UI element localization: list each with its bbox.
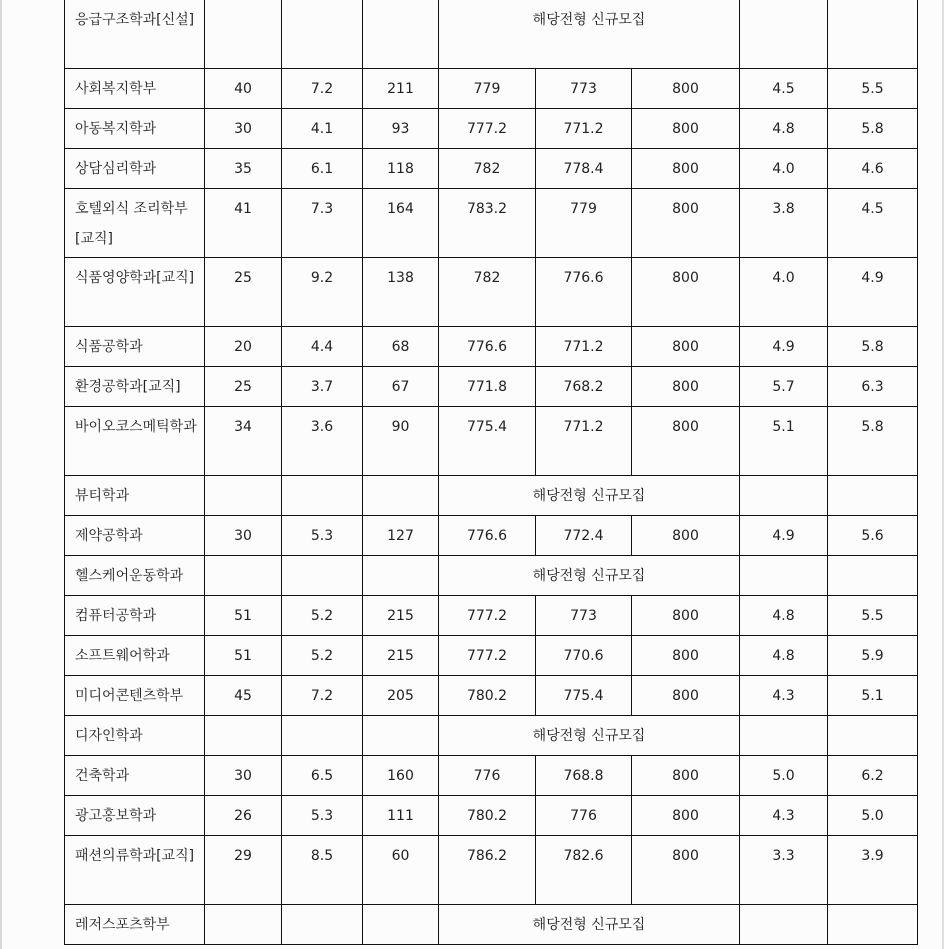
admission-results-table bbox=[64, 0, 918, 945]
new-recruitment-notice: 해당전형 신규모집 bbox=[439, 905, 740, 945]
value-cell: 800 bbox=[632, 367, 740, 407]
value-cell: 211 bbox=[363, 69, 439, 109]
department-name: 소프트웨어학과 bbox=[65, 636, 205, 676]
value-cell: 60 bbox=[363, 836, 439, 905]
table-row bbox=[65, 716, 918, 756]
empty-cell bbox=[740, 0, 828, 69]
value-cell: 800 bbox=[632, 676, 740, 716]
value-cell: 7.2 bbox=[282, 676, 363, 716]
value-cell: 779 bbox=[536, 189, 632, 258]
value-cell: 800 bbox=[632, 516, 740, 556]
empty-cell bbox=[828, 476, 918, 516]
value-cell: 51 bbox=[205, 636, 282, 676]
value-cell: 29 bbox=[205, 836, 282, 905]
table-row bbox=[65, 407, 918, 476]
new-recruitment-notice: 해당전형 신규모집 bbox=[439, 476, 740, 516]
empty-cell bbox=[282, 476, 363, 516]
value-cell: 25 bbox=[205, 367, 282, 407]
value-cell: 771.2 bbox=[536, 109, 632, 149]
value-cell: 205 bbox=[363, 676, 439, 716]
empty-cell bbox=[205, 556, 282, 596]
value-cell: 768.2 bbox=[536, 367, 632, 407]
department-name: 헬스케어운동학과 bbox=[65, 556, 205, 596]
empty-cell bbox=[363, 556, 439, 596]
value-cell: 775.4 bbox=[439, 407, 536, 476]
table-row bbox=[65, 796, 918, 836]
value-cell: 5.8 bbox=[828, 407, 918, 476]
value-cell: 4.9 bbox=[828, 258, 918, 327]
value-cell: 4.6 bbox=[828, 149, 918, 189]
value-cell: 5.2 bbox=[282, 596, 363, 636]
value-cell: 68 bbox=[363, 327, 439, 367]
department-name: 컴퓨터공학과 bbox=[65, 596, 205, 636]
value-cell: 772.4 bbox=[536, 516, 632, 556]
value-cell: 4.4 bbox=[282, 327, 363, 367]
department-name: 호텔외식 조리학부[교직] bbox=[65, 189, 205, 258]
value-cell: 3.3 bbox=[740, 836, 828, 905]
value-cell: 41 bbox=[205, 189, 282, 258]
value-cell: 4.8 bbox=[740, 636, 828, 676]
value-cell: 5.8 bbox=[828, 327, 918, 367]
value-cell: 4.8 bbox=[740, 109, 828, 149]
value-cell: 26 bbox=[205, 796, 282, 836]
empty-cell bbox=[282, 556, 363, 596]
value-cell: 6.1 bbox=[282, 149, 363, 189]
table-row bbox=[65, 327, 918, 367]
value-cell: 160 bbox=[363, 756, 439, 796]
value-cell: 776 bbox=[439, 756, 536, 796]
value-cell: 800 bbox=[632, 327, 740, 367]
value-cell: 111 bbox=[363, 796, 439, 836]
table-row bbox=[65, 636, 918, 676]
empty-cell bbox=[740, 716, 828, 756]
value-cell: 35 bbox=[205, 149, 282, 189]
value-cell: 4.3 bbox=[740, 796, 828, 836]
value-cell: 9.2 bbox=[282, 258, 363, 327]
value-cell: 215 bbox=[363, 596, 439, 636]
department-name: 사회복지학부 bbox=[65, 69, 205, 109]
table-row bbox=[65, 258, 918, 327]
department-name: 바이오코스메틱학과 bbox=[65, 407, 205, 476]
department-name: 레저스포츠학부 bbox=[65, 905, 205, 945]
value-cell: 4.5 bbox=[740, 69, 828, 109]
new-recruitment-notice: 해당전형 신규모집 bbox=[439, 556, 740, 596]
value-cell: 777.2 bbox=[439, 109, 536, 149]
value-cell: 5.5 bbox=[828, 596, 918, 636]
department-name: 상담심리학과 bbox=[65, 149, 205, 189]
table-row bbox=[65, 756, 918, 796]
value-cell: 118 bbox=[363, 149, 439, 189]
empty-cell bbox=[363, 0, 439, 69]
value-cell: 800 bbox=[632, 189, 740, 258]
value-cell: 138 bbox=[363, 258, 439, 327]
table-row bbox=[65, 556, 918, 596]
table-row bbox=[65, 109, 918, 149]
empty-cell bbox=[282, 716, 363, 756]
value-cell: 3.7 bbox=[282, 367, 363, 407]
value-cell: 800 bbox=[632, 756, 740, 796]
value-cell: 773 bbox=[536, 69, 632, 109]
department-name: 식품영양학과[교직] bbox=[65, 258, 205, 327]
empty-cell bbox=[363, 905, 439, 945]
value-cell: 7.2 bbox=[282, 69, 363, 109]
value-cell: 771.8 bbox=[439, 367, 536, 407]
value-cell: 6.5 bbox=[282, 756, 363, 796]
value-cell: 800 bbox=[632, 258, 740, 327]
new-recruitment-notice: 해당전형 신규모집 bbox=[439, 0, 740, 69]
value-cell: 776.6 bbox=[439, 327, 536, 367]
value-cell: 51 bbox=[205, 596, 282, 636]
value-cell: 778.4 bbox=[536, 149, 632, 189]
value-cell: 4.8 bbox=[740, 596, 828, 636]
table-row bbox=[65, 905, 918, 945]
value-cell: 782 bbox=[439, 258, 536, 327]
value-cell: 773 bbox=[536, 596, 632, 636]
value-cell: 800 bbox=[632, 796, 740, 836]
value-cell: 783.2 bbox=[439, 189, 536, 258]
department-name: 미디어콘텐츠학부 bbox=[65, 676, 205, 716]
value-cell: 5.2 bbox=[282, 636, 363, 676]
table-row bbox=[65, 476, 918, 516]
value-cell: 93 bbox=[363, 109, 439, 149]
department-name: 아동복지학과 bbox=[65, 109, 205, 149]
value-cell: 777.2 bbox=[439, 596, 536, 636]
value-cell: 768.8 bbox=[536, 756, 632, 796]
department-name: 건축학과 bbox=[65, 756, 205, 796]
empty-cell bbox=[205, 905, 282, 945]
value-cell: 770.6 bbox=[536, 636, 632, 676]
value-cell: 4.3 bbox=[740, 676, 828, 716]
value-cell: 786.2 bbox=[439, 836, 536, 905]
department-name: 광고홍보학과 bbox=[65, 796, 205, 836]
table-row bbox=[65, 149, 918, 189]
empty-cell bbox=[205, 716, 282, 756]
department-name: 제약공학과 bbox=[65, 516, 205, 556]
value-cell: 800 bbox=[632, 836, 740, 905]
value-cell: 5.0 bbox=[740, 756, 828, 796]
value-cell: 777.2 bbox=[439, 636, 536, 676]
value-cell: 3.6 bbox=[282, 407, 363, 476]
value-cell: 6.2 bbox=[828, 756, 918, 796]
value-cell: 40 bbox=[205, 69, 282, 109]
value-cell: 776 bbox=[536, 796, 632, 836]
value-cell: 4.0 bbox=[740, 149, 828, 189]
value-cell: 779 bbox=[439, 69, 536, 109]
empty-cell bbox=[205, 0, 282, 69]
new-recruitment-notice: 해당전형 신규모집 bbox=[439, 716, 740, 756]
value-cell: 164 bbox=[363, 189, 439, 258]
value-cell: 4.9 bbox=[740, 516, 828, 556]
value-cell: 3.9 bbox=[828, 836, 918, 905]
value-cell: 3.8 bbox=[740, 189, 828, 258]
empty-cell bbox=[740, 556, 828, 596]
department-name: 환경공학과[교직] bbox=[65, 367, 205, 407]
table-row bbox=[65, 676, 918, 716]
department-name: 응급구조학과[신설] bbox=[65, 0, 205, 69]
value-cell: 4.9 bbox=[740, 327, 828, 367]
value-cell: 5.9 bbox=[828, 636, 918, 676]
value-cell: 5.0 bbox=[828, 796, 918, 836]
value-cell: 780.2 bbox=[439, 676, 536, 716]
value-cell: 34 bbox=[205, 407, 282, 476]
value-cell: 215 bbox=[363, 636, 439, 676]
value-cell: 25 bbox=[205, 258, 282, 327]
table-row bbox=[65, 367, 918, 407]
value-cell: 782.6 bbox=[536, 836, 632, 905]
empty-cell bbox=[363, 716, 439, 756]
value-cell: 20 bbox=[205, 327, 282, 367]
table-row bbox=[65, 596, 918, 636]
value-cell: 5.3 bbox=[282, 796, 363, 836]
empty-cell bbox=[205, 476, 282, 516]
table-row bbox=[65, 516, 918, 556]
value-cell: 5.3 bbox=[282, 516, 363, 556]
empty-cell bbox=[740, 476, 828, 516]
empty-cell bbox=[828, 905, 918, 945]
value-cell: 127 bbox=[363, 516, 439, 556]
value-cell: 782 bbox=[439, 149, 536, 189]
table-row bbox=[65, 69, 918, 109]
value-cell: 4.5 bbox=[828, 189, 918, 258]
value-cell: 775.4 bbox=[536, 676, 632, 716]
value-cell: 5.8 bbox=[828, 109, 918, 149]
empty-cell bbox=[828, 716, 918, 756]
value-cell: 30 bbox=[205, 756, 282, 796]
department-name: 디자인학과 bbox=[65, 716, 205, 756]
value-cell: 800 bbox=[632, 407, 740, 476]
value-cell: 800 bbox=[632, 149, 740, 189]
value-cell: 780.2 bbox=[439, 796, 536, 836]
value-cell: 30 bbox=[205, 516, 282, 556]
value-cell: 4.0 bbox=[740, 258, 828, 327]
value-cell: 771.2 bbox=[536, 327, 632, 367]
value-cell: 776.6 bbox=[439, 516, 536, 556]
department-name: 뷰티학과 bbox=[65, 476, 205, 516]
department-name: 식품공학과 bbox=[65, 327, 205, 367]
value-cell: 5.1 bbox=[740, 407, 828, 476]
value-cell: 4.1 bbox=[282, 109, 363, 149]
empty-cell bbox=[828, 0, 918, 69]
value-cell: 5.7 bbox=[740, 367, 828, 407]
value-cell: 771.2 bbox=[536, 407, 632, 476]
value-cell: 67 bbox=[363, 367, 439, 407]
empty-cell bbox=[363, 476, 439, 516]
value-cell: 800 bbox=[632, 636, 740, 676]
empty-cell bbox=[740, 905, 828, 945]
value-cell: 800 bbox=[632, 596, 740, 636]
table-row bbox=[65, 0, 918, 69]
value-cell: 5.6 bbox=[828, 516, 918, 556]
department-name: 패션의류학과[교직] bbox=[65, 836, 205, 905]
value-cell: 8.5 bbox=[282, 836, 363, 905]
value-cell: 800 bbox=[632, 69, 740, 109]
value-cell: 5.5 bbox=[828, 69, 918, 109]
value-cell: 800 bbox=[632, 109, 740, 149]
value-cell: 5.1 bbox=[828, 676, 918, 716]
empty-cell bbox=[828, 556, 918, 596]
value-cell: 30 bbox=[205, 109, 282, 149]
value-cell: 90 bbox=[363, 407, 439, 476]
left-scroll-edge bbox=[0, 0, 2, 949]
empty-cell bbox=[282, 905, 363, 945]
table-row bbox=[65, 836, 918, 905]
value-cell: 6.3 bbox=[828, 367, 918, 407]
value-cell: 45 bbox=[205, 676, 282, 716]
empty-cell bbox=[282, 0, 363, 69]
value-cell: 776.6 bbox=[536, 258, 632, 327]
value-cell: 7.3 bbox=[282, 189, 363, 258]
table-row bbox=[65, 189, 918, 258]
